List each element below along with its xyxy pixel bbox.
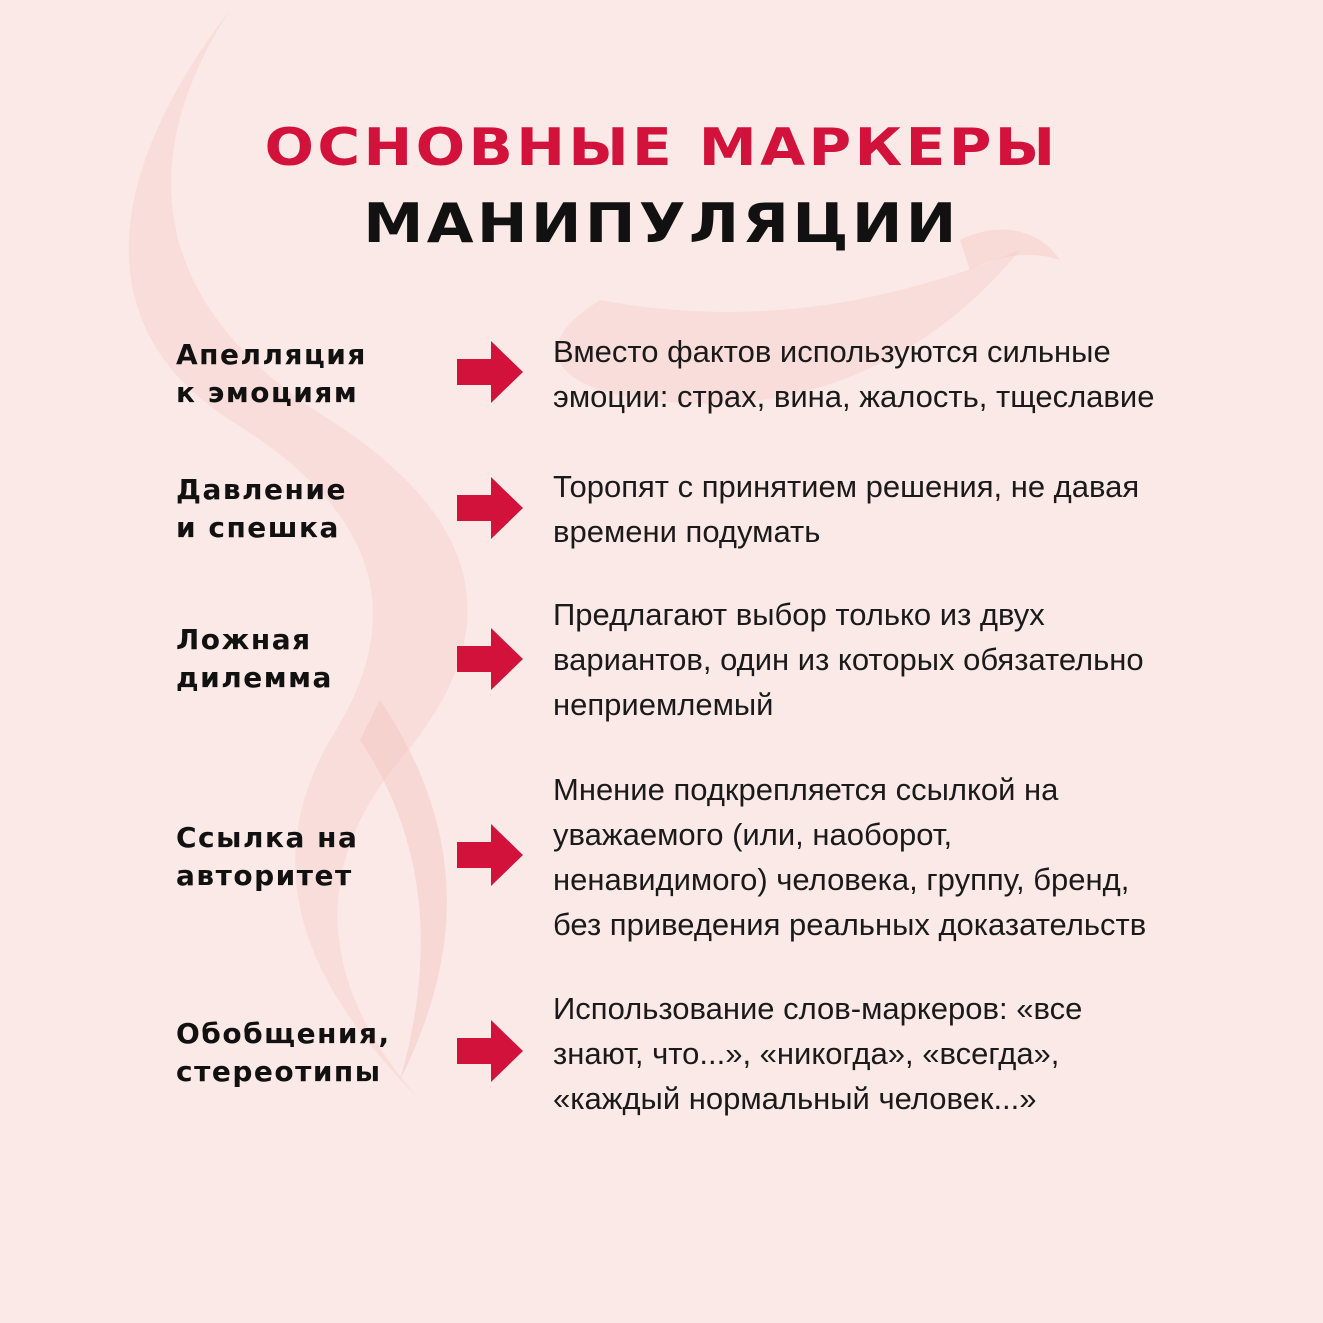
marker-label [176, 1015, 456, 1091]
marker-description-line: вариантов, один из которых обязательно [553, 642, 1144, 677]
marker-label-line: Ложная [176, 623, 312, 656]
marker-label-line: Ссылка на [176, 821, 359, 854]
marker-description [553, 986, 1273, 1121]
marker-description-line: ненавидимого) человека, группу, бренд, [553, 862, 1130, 897]
marker-description-line: Торопят с принятием решения, не давая [553, 469, 1140, 504]
marker-description-line: неприемлемый [553, 687, 774, 722]
page-title-line-1: ОСНОВНЫЕ МАРКЕРЫ [264, 118, 1059, 178]
marker-label-line: дилемма [176, 661, 333, 694]
marker-description [553, 767, 1273, 947]
marker-description-line: Предлагают выбор только из двух [553, 597, 1045, 632]
marker-label-line: авторитет [176, 859, 353, 892]
marker-description-line: Мнение подкрепляется ссылкой на [553, 772, 1059, 807]
arrow-right-icon [457, 824, 523, 886]
marker-label-line: Обобщения, [176, 1017, 391, 1050]
marker-description [553, 329, 1273, 419]
marker-description-line: без приведения реальных доказательств [553, 907, 1147, 942]
marker-label-line: Давление [176, 473, 348, 506]
page-title-line-2: МАНИПУЛЯЦИИ [363, 192, 960, 255]
arrow-right-icon [457, 1020, 523, 1082]
marker-label-line: стереотипы [176, 1055, 382, 1088]
arrow-right-icon [457, 628, 523, 690]
marker-label [176, 336, 456, 412]
marker-label [176, 471, 456, 547]
marker-description-line: «каждый нормальный человек...» [553, 1081, 1037, 1116]
marker-description-line: знают, что...», «никогда», «всегда», [553, 1036, 1060, 1071]
marker-description-line: эмоции: страх, вина, жалость, тщеславие [553, 379, 1155, 414]
arrow-right-icon [457, 477, 523, 539]
marker-description-line: уважаемого (или, наоборот, [553, 817, 953, 852]
marker-description [553, 592, 1273, 727]
marker-label-line: и спешка [176, 511, 340, 544]
arrow-right-icon [457, 341, 523, 403]
marker-description-line: Использование слов-маркеров: «все [553, 991, 1083, 1026]
marker-label-line: Апелляция [176, 338, 367, 371]
marker-description [553, 464, 1273, 554]
marker-label-line: к эмоциям [176, 376, 359, 409]
marker-label [176, 819, 456, 895]
marker-description-line: Вместо фактов используются сильные [553, 334, 1111, 369]
marker-description-line: времени подумать [553, 514, 821, 549]
marker-label [176, 621, 456, 697]
